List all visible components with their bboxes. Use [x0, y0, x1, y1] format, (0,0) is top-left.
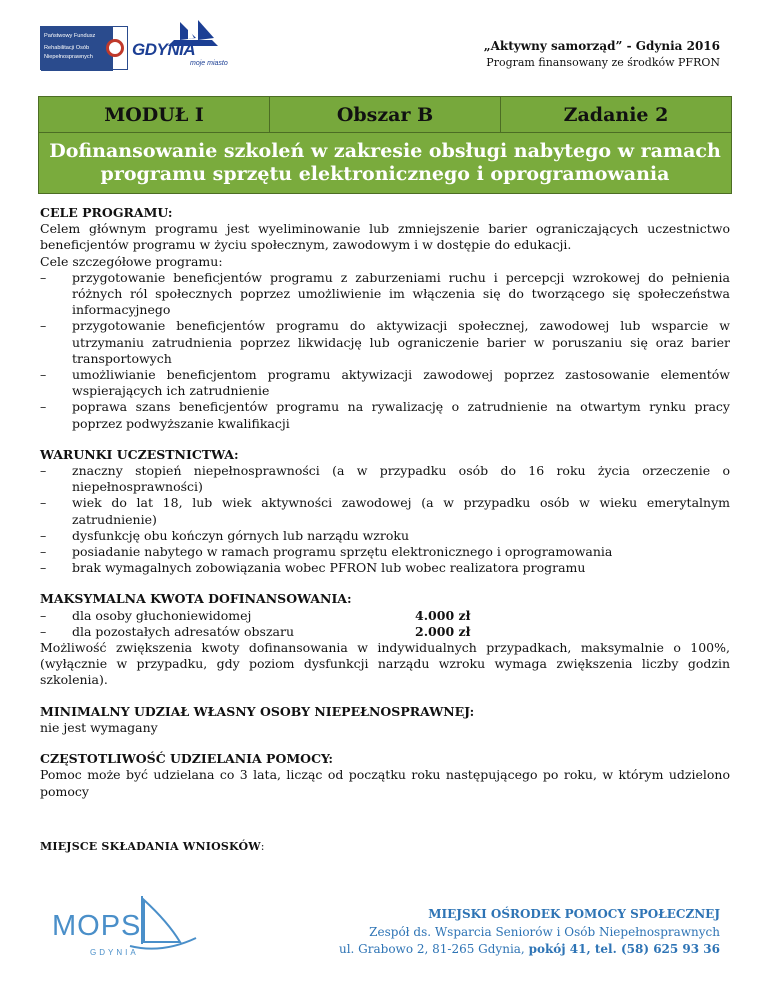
pfron-logo — [40, 26, 128, 70]
document-body — [40, 205, 730, 855]
submission-heading: MIEJSCE SKŁADANIA WNIOSKÓW: — [40, 839, 265, 853]
condition-item-text: dysfunkcję obu kończyn górnych lub narządu wzroku — [72, 527, 410, 543]
contact-line — [339, 942, 720, 956]
list-item: – poprawa szans beneficjentów programu na rywalizację o zatrudnienie na otwartym rynku pracy poprzez podwyższanie kwalifikacji — [40, 399, 730, 431]
goal-item-text: poprawa szans beneficjentów programu na rywalizację o zatrudnienie na otwartym rynku pracy poprzez podwyższanie kwalifikacji — [72, 399, 730, 431]
banner-title-line1: Dofinansowanie szkoleń w zakresie obsługi nabytego w ramach — [49, 140, 721, 162]
page-header — [0, 0, 768, 96]
list-item: – posiadanie nabytego w ramach programu sprzętu elektronicznego i oprogramowania — [40, 544, 613, 560]
max-amount-note: Możliwość zwiększenia kwoty dofinansowania w indywidualnych przypadkach, maksymalnie o 100%, (wyłącznie w przypadku, gdy poziom dysfunkcji narządu wzroku wymaga zwiększenia liczby godzin szkolenia). — [40, 640, 730, 688]
gdynia-logo-text: GDYNIA — [132, 40, 196, 59]
amount-row-label: dla osoby głuchoniewidomej — [72, 607, 252, 623]
sailboat-icon — [128, 892, 198, 954]
program-title: „Aktywny samorząd” - Gdynia 2016 — [483, 39, 720, 53]
gdynia-logo — [132, 18, 232, 74]
team-name: Zespół ds. Wsparcia Seniorów i Osób Niepełnosprawnych — [369, 925, 720, 939]
goal-item-text: przygotowanie beneficjentów programu do aktywizacji społecznej, zawodowej lub wsparcie w utrzymaniu zatrudnienia poprzez likwidację lub ograniczenie barier w poruszaniu się oraz barier transportowych — [72, 318, 730, 366]
condition-item-text: brak wymagalnych zobowiązania wobec PFRON lub wobec realizatora programu — [72, 560, 586, 576]
condition-item-text: wiek do lat 18, lub wiek aktywności zawodowej (a w przypadku osób w wieku emerytalnym zatrudnienie) — [72, 495, 730, 527]
goals-intro: Celem głównym programu jest wyeliminowanie lub zmniejszenie barier ograniczających uczestnictwo beneficjentów programu w życiu społecznym, zawodowym i w dostępie do edukacji. — [40, 221, 730, 253]
frequency-text: Pomoc może być udzielana co 3 lata, licząc od początku roku następującego po roku, w którym udzielono pomocy — [40, 767, 730, 799]
program-funding-note: Program finansowany ze środków PFRON — [486, 56, 720, 69]
title-banner — [38, 96, 732, 194]
own-share-text: nie jest wymagany — [40, 719, 158, 735]
pfron-emblem-icon — [106, 39, 124, 57]
list-item: – dysfunkcję obu kończyn górnych lub narządu wzroku — [40, 527, 410, 543]
list-item: – umożliwianie beneficjentom programu aktywizacji zawodowej poprzez zastosowanie elementów wspierających ich zatrudnienie — [40, 367, 730, 399]
goal-item-text: umożliwianie beneficjentom programu aktywizacji zawodowej poprzez zastosowanie elementów wspierających ich zatrudnienie — [72, 367, 730, 399]
own-share-heading: MINIMALNY UDZIAŁ WŁASNY OSOBY NIEPEŁNOSPRAWNEJ: — [40, 703, 475, 719]
list-item: – wiek do lat 18, lub wiek aktywności zawodowej (a w przypadku osób w wieku emerytalnym zatrudnienie) — [40, 495, 730, 527]
list-item: – przygotowanie beneficjentów programu do aktywizacji społecznej, zawodowej lub wsparcie w utrzymaniu zatrudnienia poprzez likwidację lub ograniczenie barier w poruszaniu się oraz barier transportowych — [40, 318, 730, 366]
gdynia-logo-subtitle: moje miasto — [190, 60, 228, 67]
list-item: – znaczny stopień niepełnosprawności (a w przypadku osób do 16 roku życia orzeczenie o niepełnosprawności) — [40, 463, 730, 495]
amount-row-value: 4.000 zł — [415, 607, 471, 623]
goal-item-text: przygotowanie beneficjentów programu z zaburzeniami ruchu i percepcji wzrokowej do pełnienia różnych ról społecznych poprzez umożliwienie im włączenia się do tworzącego się społeczeństwa informacyjnego — [72, 269, 730, 318]
frequency-heading: CZĘSTOTLIWOŚĆ UDZIELANIA POMOCY: — [40, 751, 334, 767]
pfron-logo-line1: Państwowy Fundusz — [44, 33, 96, 39]
list-item: – brak wymagalnych zobowiązania wobec PFRON lub wobec realizatora programu — [40, 560, 586, 576]
address: ul. Grabowo 2, 81-265 Gdynia, — [338, 942, 525, 956]
conditions-heading: WARUNKI UCZESTNICTWA: — [40, 446, 239, 462]
condition-item-text: znaczny stopień niepełnosprawności (a w przypadku osób do 16 roku życia orzeczenie o niepełnosprawności) — [72, 463, 730, 495]
banner-title-line2: programu sprzętu elektronicznego i oprogramowania — [100, 163, 670, 185]
mops-logo-text: MOPS — [52, 910, 142, 942]
module-label: MODUŁ I — [39, 97, 270, 132]
org-name: MIEJSKI OŚRODEK POMOCY SPOŁECZNEJ — [428, 907, 720, 921]
pfron-logo-line3: Niepełnosprawnych — [44, 54, 93, 60]
page-footer — [0, 880, 768, 994]
goals-specific-label: Cele szczegółowe programu: — [40, 253, 223, 269]
amount-row: – dla pozostałych adresatów obszaru 2.000 zł — [40, 623, 471, 639]
amount-row-value: 2.000 zł — [415, 623, 471, 639]
condition-item-text: posiadanie nabytego w ramach programu sprzętu elektronicznego i oprogramowania — [72, 544, 613, 560]
room-phone: pokój 41, tel. (58) 625 93 36 — [528, 942, 720, 956]
list-item: – przygotowanie beneficjentów programu z zaburzeniami ruchu i percepcji wzrokowej do pełnienia różnych ról społecznych poprzez umożliwienie im włączenia się do tworzącego się społeczeństwa informacyjnego — [40, 269, 730, 318]
amount-row-label: dla pozostałych adresatów obszaru — [72, 623, 295, 639]
goals-heading: CELE PROGRAMU: — [40, 205, 173, 220]
task-label: Zadanie 2 — [563, 103, 669, 126]
banner-title — [39, 133, 731, 193]
mops-logo — [48, 890, 198, 966]
pfron-logo-line2: Rehabilitacji Osób — [44, 45, 90, 51]
amount-row: – dla osoby głuchoniewidomej 4.000 zł — [40, 607, 471, 623]
area-label: Obszar B — [270, 97, 501, 132]
mops-logo-city: GDYNIA — [90, 948, 139, 957]
max-amount-heading: MAKSYMALNA KWOTA DOFINANSOWANIA: — [40, 591, 352, 607]
